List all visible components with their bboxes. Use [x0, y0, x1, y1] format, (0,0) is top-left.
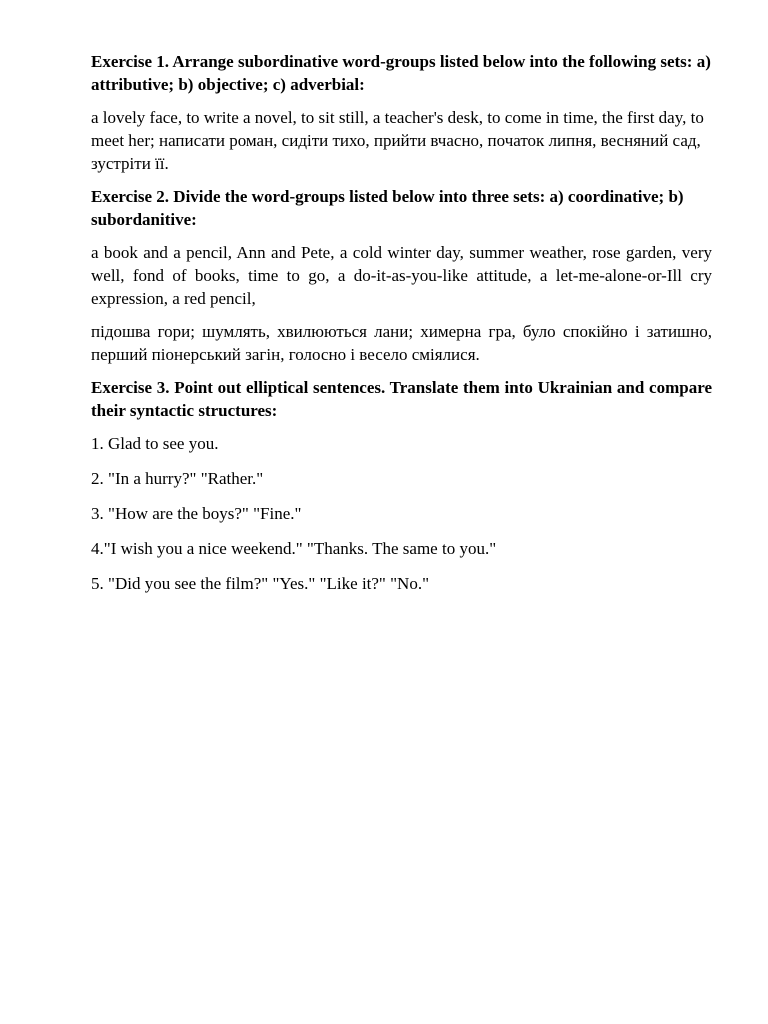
exercise-3-item-2: 2. "In a hurry?" "Rather."	[91, 469, 264, 488]
document-page	[91, 50, 712, 607]
exercise-2-heading: Exercise 2. Divide the word-groups listed below into three sets: a) coordinative; b) subordanitive:	[91, 187, 684, 229]
exercise-2-body-ukrainian: підошва гори; шумлять, хвилюються лани; химерна гра, було спокійно і затишно, перший піонерський загін, голосно і весело сміялися.	[91, 322, 712, 364]
exercise-3-item-3: 3. "How are the boys?" "Fine."	[91, 504, 302, 523]
exercise-3-item-1: 1. Glad to see you.	[91, 434, 219, 453]
exercise-3-item-4: 4."I wish you a nice weekend." "Thanks. The same to you."	[91, 539, 497, 558]
exercise-3-item-5: 5. "Did you see the film?" "Yes." "Like it?" "No."	[91, 574, 430, 593]
exercise-3-heading: Exercise 3. Point out elliptical sentences. Translate them into Ukrainian and compare their syntactic structures:	[91, 378, 712, 420]
exercise-2-body-english: a book and a pencil, Ann and Pete, a cold winter day, summer weather, rose garden, very well, fond of books, time to go, a do-it-as-you-like attitude, a let-me-alone-or-Ill cry expression, a red pencil,	[91, 243, 712, 308]
exercise-1-body: a lovely face, to write a novel, to sit still, a teacher's desk, to come in time, the first day, to meet her; написати роман, сидіти тихо, прийти вчасно, початок липня, весняний сад, зустріти її.	[91, 108, 704, 173]
exercise-1-heading: Exercise 1. Arrange subordinative word-groups listed below into the following sets: a) attributive; b) objective; c) adverbial:	[91, 52, 711, 94]
